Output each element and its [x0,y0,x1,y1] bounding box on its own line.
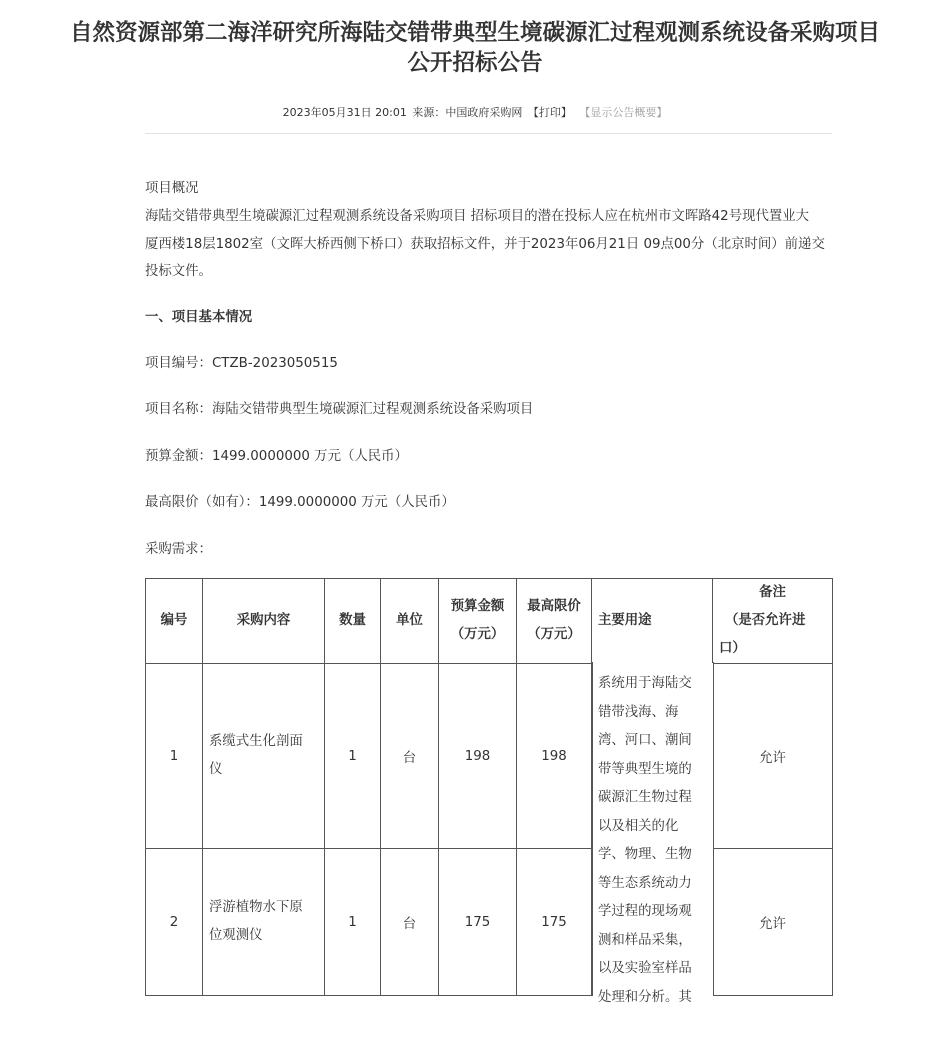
source-label: 来源： [412,106,446,119]
row-remark: 允许 [713,664,833,849]
usage-line: 学过程的现场观 [598,904,692,919]
title-divider [145,133,832,134]
usage-left-border [592,662,593,996]
demand-label: 采购需求： [145,542,212,557]
title-line-2: 公开招标公告 [407,50,543,76]
row-content [203,664,325,849]
header-budget [439,579,517,664]
project-number: 项目编号：CTZB-2023050515 [145,356,338,371]
header-remark-l2: （是否允许进 [725,613,806,628]
overview-line-3: 投标文件。 [145,264,212,279]
header-qty: 数量 [325,579,381,664]
row-budget: 175 [439,849,517,996]
header-budget-l1: 预算金额 [450,599,505,614]
header-max-l2: （万元） [527,627,581,642]
overview-text [145,203,835,286]
row-max: 198 [517,664,592,849]
row-unit: 台 [381,664,439,849]
row-content-l2: 仪 [209,762,223,777]
header-remark-l3: 口） [719,641,746,656]
usage-line: 学、物理、生物 [598,847,692,862]
header-no: 编号 [146,579,203,664]
publish-datetime: 2023年05月31日 20:01 [282,106,407,119]
usage-line: 碳源汇生物过程 [598,790,692,805]
row-max: 175 [517,849,592,996]
row-no: 1 [146,664,203,849]
header-remark [713,579,833,664]
table-row [146,849,833,996]
row-content-l1: 系缆式生化剖面 [209,734,303,749]
article-meta [0,104,950,120]
header-content: 采购内容 [203,579,325,664]
row-content-l1: 浮游植物水下原 [209,900,303,915]
overview-line-2: 厦西楼18层1802室（文晖大桥西侧下桥口）获取招标文件，并于2023年06月21日 09点00分（北京时间）前递交 [145,236,825,252]
row-remark: 允许 [713,849,833,996]
row-unit: 台 [381,849,439,996]
row-no: 2 [146,849,203,996]
project-name: 项目名称：海陆交错带典型生境碳源汇过程观测系统设备采购项目 [145,402,534,417]
row-qty: 1 [325,849,381,996]
usage-line: 等生态系统动力 [598,875,692,891]
show-summary-link[interactable]: 【显示公告概要】 [579,106,668,119]
row-content-l2: 位观测仪 [209,928,263,943]
row-qty: 1 [325,664,381,849]
usage-line: 测和样品采集， [598,932,692,948]
usage-right-border [713,662,714,996]
header-max-l1: 最高限价 [527,599,581,614]
title-line-1: 自然资源部第二海洋研究所海陆交错带典型生境碳源汇过程观测系统设备采购项目 [69,20,880,46]
header-budget-l2: （万元） [450,627,505,642]
table-header-row [146,579,833,664]
requirements-table [145,578,833,996]
usage-line: 以及相关的化 [598,818,679,834]
section-heading: 一、项目基本情况 [145,310,253,325]
usage-line: 错带浅海、海 [598,704,679,720]
overview-line-1: 海陆交错带典型生境碳源汇过程观测系统设备采购项目 招标项目的潜在投标人应在杭州市文晖路42号现代置业大 [145,209,810,224]
usage-text [598,670,710,1012]
header-unit: 单位 [381,579,439,664]
print-link[interactable]: 【打印】 [527,106,572,119]
usage-line: 系统用于海陆交 [598,676,692,691]
header-remark-l1: 备注 [759,585,786,600]
row-content [203,849,325,996]
source-link[interactable]: 中国政府采购网 [445,106,523,119]
budget-amount: 预算金额：1499.0000000 万元（人民币） [145,449,408,464]
header-max [517,579,592,664]
page-title [0,18,950,78]
usage-line: 湾、河口、潮间 [598,733,692,748]
row-budget: 198 [439,664,517,849]
max-price: 最高限价（如有）：1499.0000000 万元（人民币） [145,495,455,510]
table-row [146,664,833,849]
usage-line: 处理和分析。其 [598,989,692,1005]
usage-line: 带等典型生境的 [598,761,692,777]
header-usage: 主要用途 [592,579,713,664]
overview-heading: 项目概况 [145,181,199,196]
usage-line: 以及实验室样品 [598,961,692,976]
